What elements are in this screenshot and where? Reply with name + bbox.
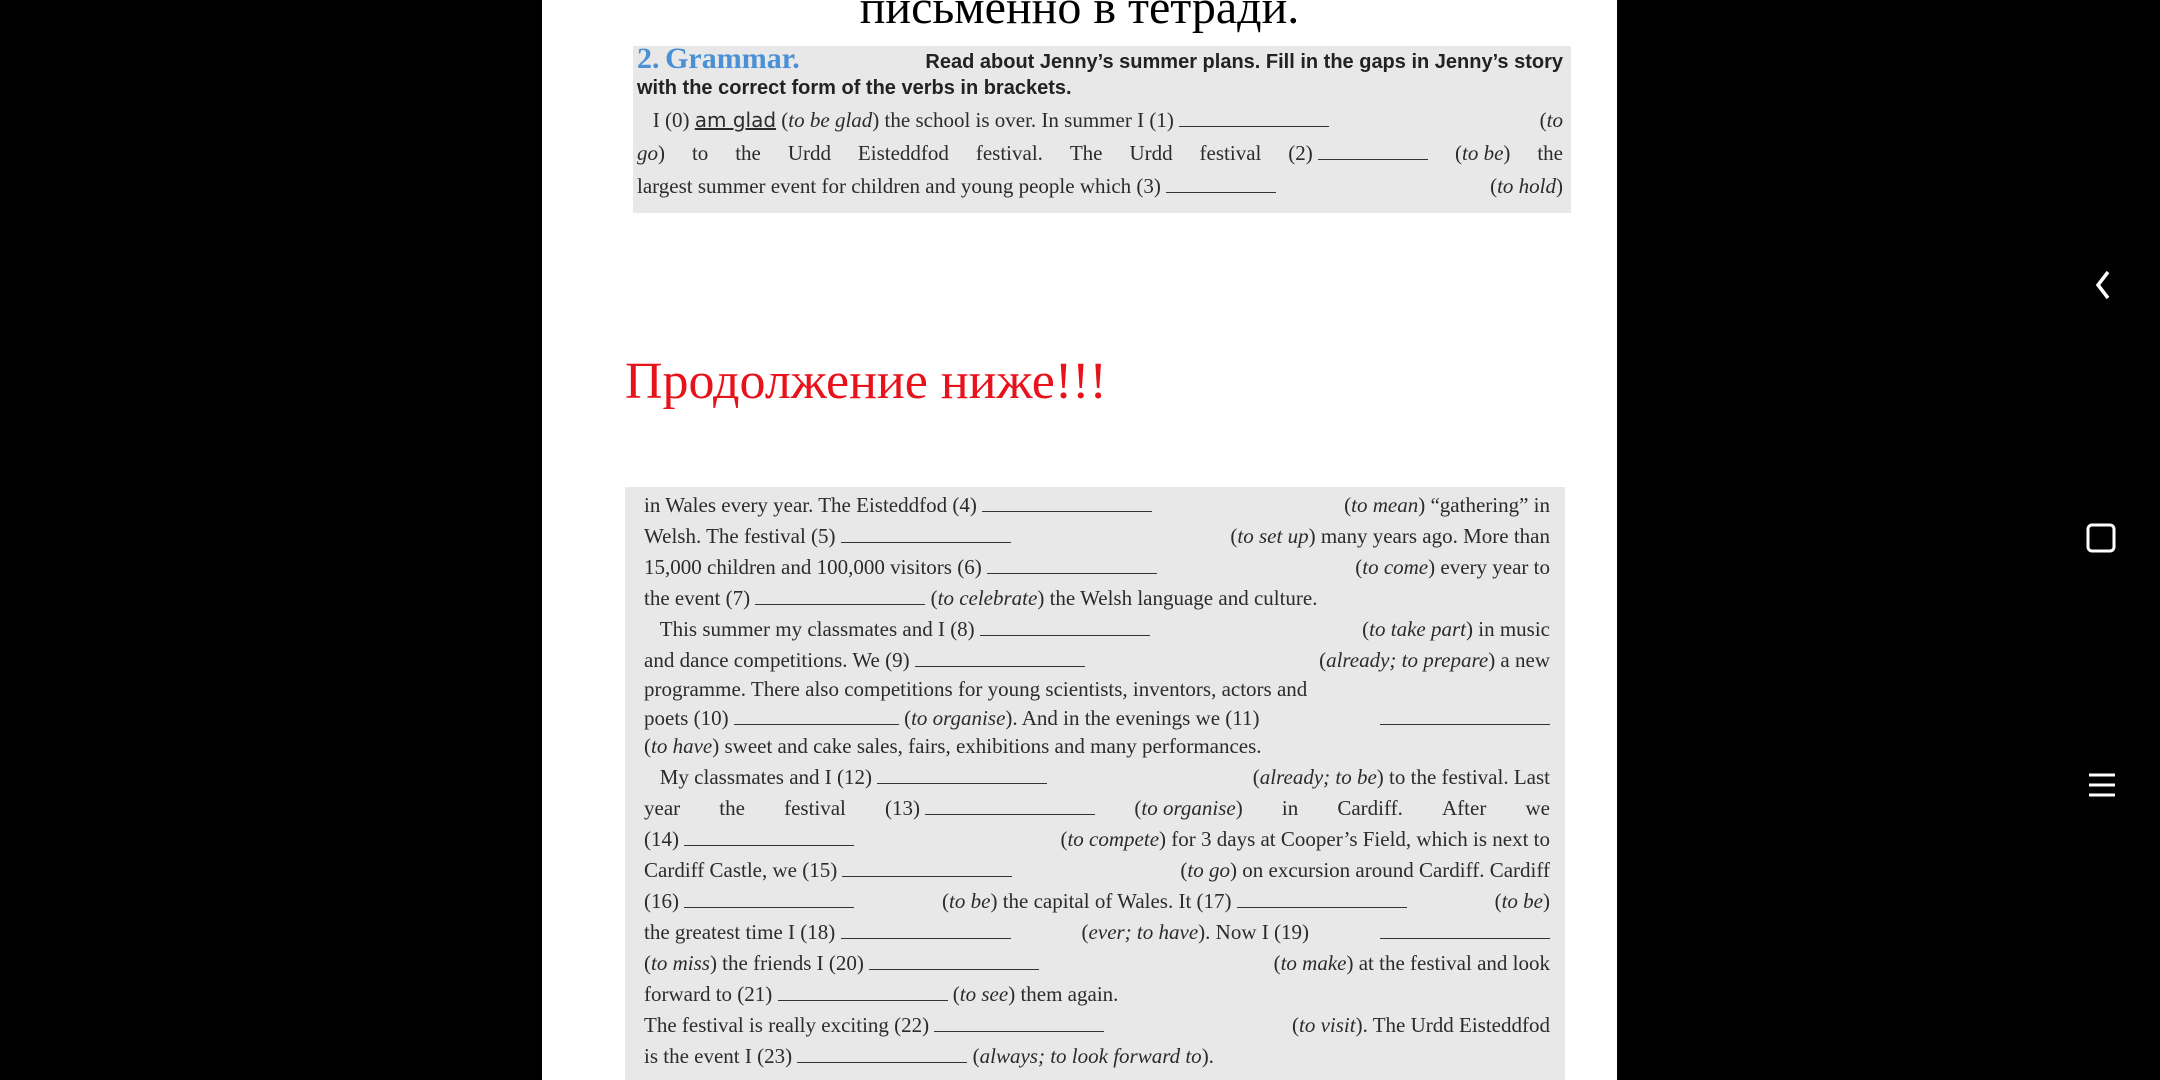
page-heading-partial: письменно в тетради. [859, 0, 1300, 34]
text-line: in Wales every year. The Eisteddfod (4) (to mean) “gathering” in [644, 493, 1550, 517]
handwritten-answer: am glad [694, 108, 777, 132]
task-instruction-line2: with the correct form of the verbs in brackets. [637, 77, 1072, 99]
text-line: (16) (to be) the capital of Wales. It (17) (to be) [644, 889, 1550, 913]
task-number: 2. [637, 42, 660, 75]
text-line: (14) (to compete) for 3 days at Cooper’s Field, which is next to [644, 827, 1550, 851]
square-home-icon [2086, 523, 2116, 553]
text-line: I (0) am glad (to be glad) the school is over. In summer I (1) (to [637, 108, 1563, 132]
text-line: programme. There also competitions for young scientists, inventors, actors and [644, 677, 1308, 701]
text-line: Welsh. The festival (5) (to set up) many years ago. More than [644, 524, 1550, 548]
text-line: go) to the Urdd Eisteddfod festival. The Urdd festival (2) (to be) the [637, 141, 1563, 165]
task-title: Grammar. [665, 42, 800, 75]
text-line: forward to (21) (to see) them again. [644, 982, 1119, 1006]
text-line: My classmates and I (12) (already; to be) to the festival. Last [644, 765, 1550, 789]
text-line: is the event I (23) (always; to look forward to). [644, 1044, 1214, 1068]
text-line: the event (7) (to celebrate) the Welsh language and culture. [644, 586, 1318, 610]
menu-icon [2087, 770, 2117, 800]
text-line: largest summer event for children and young people which (3) (to hold) [637, 174, 1563, 198]
text-line: The festival is really exciting (22) (to visit). The Urdd Eisteddfod [644, 1013, 1550, 1037]
task-header [637, 42, 1563, 101]
continue-note: Продолжение ниже!!! [625, 353, 1107, 410]
text-line: the greatest time I (18) (ever; to have). Now I (19) [644, 920, 1550, 945]
text-line: poets (10) (to organise). And in the evenings we (11) [644, 706, 1550, 731]
text-line: This summer my classmates and I (8) (to take part) in music [644, 617, 1550, 641]
text-line: and dance competitions. We (9) (already; to prepare) a new [644, 648, 1550, 672]
text-line: (to have) sweet and cake sales, fairs, exhibitions and many performances. [644, 734, 1262, 758]
text-line: 15,000 children and 100,000 visitors (6) (to come) every year to [644, 555, 1550, 579]
textbook-scan-part1 [633, 42, 1571, 213]
menu-button[interactable] [2087, 770, 2117, 805]
text-line: year the festival (13) (to organise) in Cardiff. After we [644, 796, 1550, 820]
textbook-scan-part2 [625, 487, 1565, 1080]
document-page [542, 0, 1617, 1080]
text-line: (to miss) the friends I (20) (to make) at the festival and look [644, 951, 1550, 975]
chevron-left-icon [2090, 268, 2118, 302]
task-instruction-line1: Read about Jenny’s summer plans. Fill in the gaps in Jenny’s story [925, 51, 1563, 73]
back-button[interactable] [2090, 268, 2118, 307]
home-button[interactable] [2086, 523, 2116, 558]
text-line: Cardiff Castle, we (15) (to go) on excursion around Cardiff. Cardiff [644, 858, 1550, 882]
